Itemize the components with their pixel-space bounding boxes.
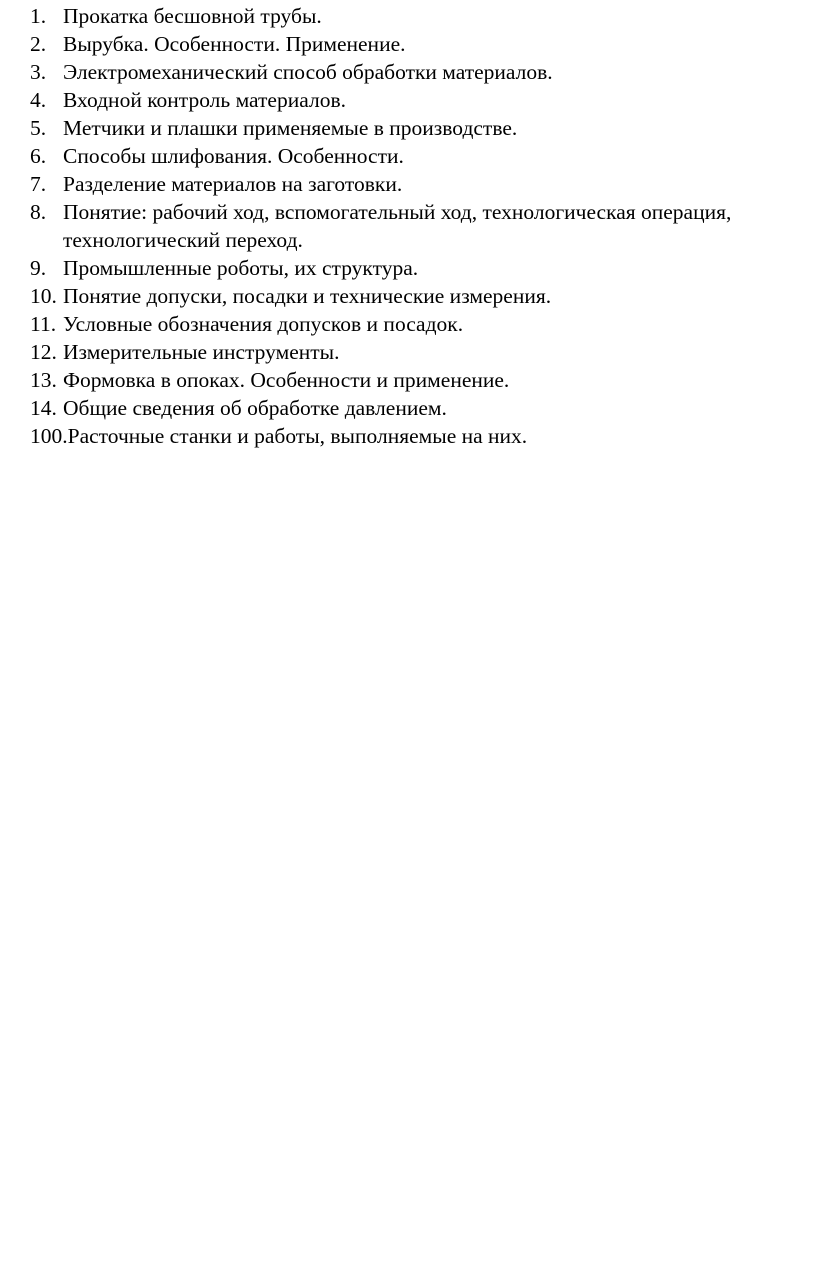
question-list (30, 2, 790, 450)
list-item (30, 114, 790, 142)
item-text: Метчики и плашки применяемые в производстве. (63, 116, 518, 140)
list-item (30, 2, 790, 30)
list-item (30, 198, 790, 254)
list-item (30, 394, 790, 422)
list-item (30, 142, 790, 170)
item-number: 1. (30, 4, 47, 28)
item-text: Расточные станки и работы, выполняемые на них. (67, 424, 528, 448)
item-text: Способы шлифования. Особенности. (63, 144, 404, 168)
item-number: 4. (30, 88, 47, 112)
item-number: 9. (30, 256, 47, 280)
item-text: Понятие допуски, посадки и технические измерения. (63, 284, 552, 308)
item-number: 13. (30, 368, 57, 392)
item-number: 5. (30, 116, 47, 140)
list-item (30, 254, 790, 282)
item-number: 12. (30, 340, 57, 364)
item-number: 7. (30, 172, 47, 196)
item-number: 14. (30, 396, 57, 420)
list-item (30, 86, 790, 114)
item-text: Вырубка. Особенности. Применение. (63, 32, 406, 56)
list-item (30, 338, 790, 366)
item-text: Промышленные роботы, их структура. (63, 256, 419, 280)
item-number: 6. (30, 144, 47, 168)
item-number: 100. (30, 424, 68, 448)
item-number: 8. (30, 200, 47, 224)
list-item (30, 282, 790, 310)
list-item (30, 366, 790, 394)
item-text: Понятие: рабочий ход, вспомогательный ход, технологическая операция, технологический переход. (63, 200, 732, 252)
list-item (30, 422, 790, 450)
list-item (30, 30, 790, 58)
item-text: Прокатка бесшовной трубы. (63, 4, 322, 28)
list-item (30, 58, 790, 86)
item-text: Электромеханический способ обработки материалов. (63, 60, 553, 84)
item-text: Измерительные инструменты. (63, 340, 340, 364)
list-item (30, 170, 790, 198)
item-text: Общие сведения об обработке давлением. (63, 396, 447, 420)
item-text: Входной контроль материалов. (63, 88, 346, 112)
item-number: 10. (30, 284, 57, 308)
list-item (30, 310, 790, 338)
item-number: 2. (30, 32, 47, 56)
item-number: 11. (30, 312, 57, 336)
item-number: 3. (30, 60, 47, 84)
item-text: Условные обозначения допусков и посадок. (63, 312, 464, 336)
item-text: Разделение материалов на заготовки. (63, 172, 403, 196)
item-text: Формовка в опоках. Особенности и применение. (63, 368, 510, 392)
